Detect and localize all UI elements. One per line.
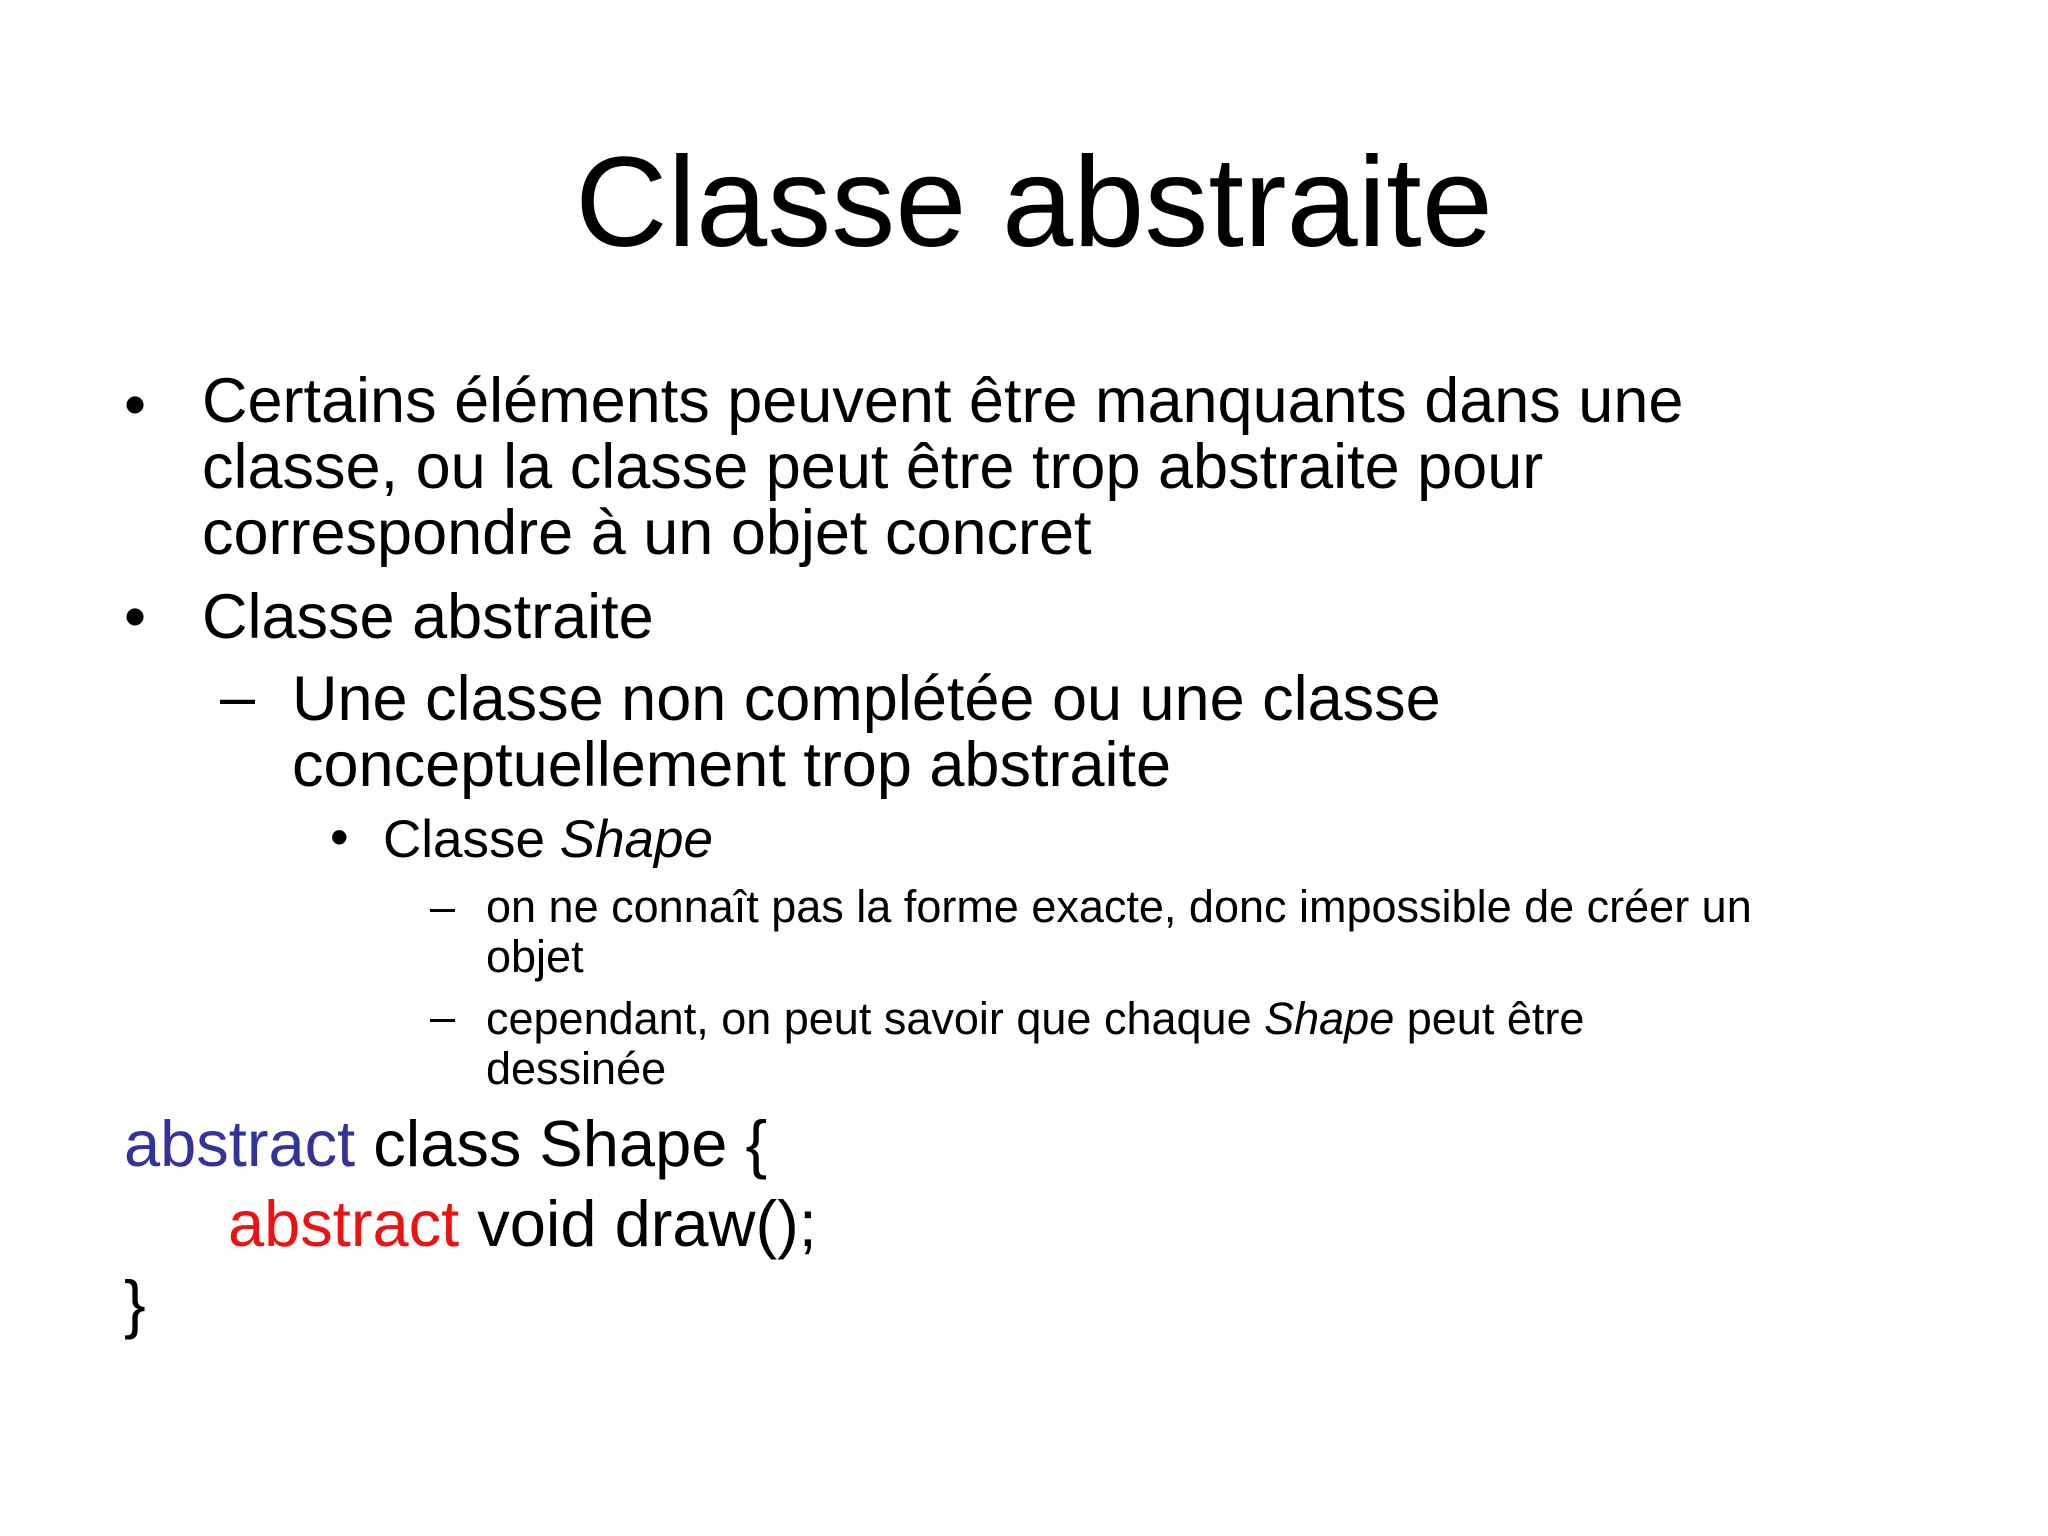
detail-line: on ne connaît pas la forme exacte, donc impossible de créer un: [486, 881, 1752, 932]
code-line-1: [124, 1104, 817, 1184]
bullet-icon: •: [330, 808, 349, 867]
code-text: class Shape {: [355, 1107, 768, 1180]
dash-icon: –: [220, 662, 256, 732]
code-keyword-abstract-method: abstract: [228, 1187, 460, 1260]
bullet-icon: •: [124, 370, 147, 440]
shape-emphasis: Shape: [1264, 993, 1395, 1044]
detail-line: objet: [486, 931, 584, 982]
sub-item-incomplete-class: [292, 666, 1441, 798]
bullet-line: classe, ou la classe peut être trop abstraite pour: [202, 432, 1544, 502]
shape-emphasis: Shape: [559, 810, 713, 869]
bullet-line: correspondre à un objet concret: [202, 498, 1092, 568]
dash-icon: –: [430, 991, 456, 1042]
bullet-line: Certains éléments peuvent être manquants dans une: [202, 366, 1684, 436]
bullet-item-abstract-class: [202, 584, 654, 650]
slide-title: Classe abstraite: [575, 131, 1493, 274]
detail-item-unknown-shape: [486, 882, 1752, 982]
detail-text: cependant, on peut savoir que chaque: [486, 993, 1265, 1044]
sub-sub-item-shape-class: [383, 812, 713, 868]
code-line-2: [124, 1184, 817, 1264]
code-block: [124, 1104, 817, 1344]
detail-text: peut être: [1394, 993, 1585, 1044]
sub-item-line: Une classe non complétée ou une classe: [292, 664, 1441, 734]
bullet-icon: •: [124, 582, 147, 652]
code-line-3: }: [124, 1267, 146, 1340]
sub-item-line: conceptuellement trop abstraite: [292, 730, 1172, 800]
detail-line: dessinée: [486, 1043, 667, 1094]
sub-sub-item-text: Classe: [383, 810, 560, 869]
dash-icon: –: [430, 881, 456, 932]
code-keyword-abstract: abstract: [124, 1107, 356, 1180]
bullet-line: Classe abstraite: [202, 582, 654, 652]
bullet-item-missing-elements: [202, 368, 1683, 566]
code-text: void draw();: [459, 1187, 817, 1260]
detail-line: [486, 994, 1584, 1044]
detail-item-drawable: [486, 994, 1584, 1094]
